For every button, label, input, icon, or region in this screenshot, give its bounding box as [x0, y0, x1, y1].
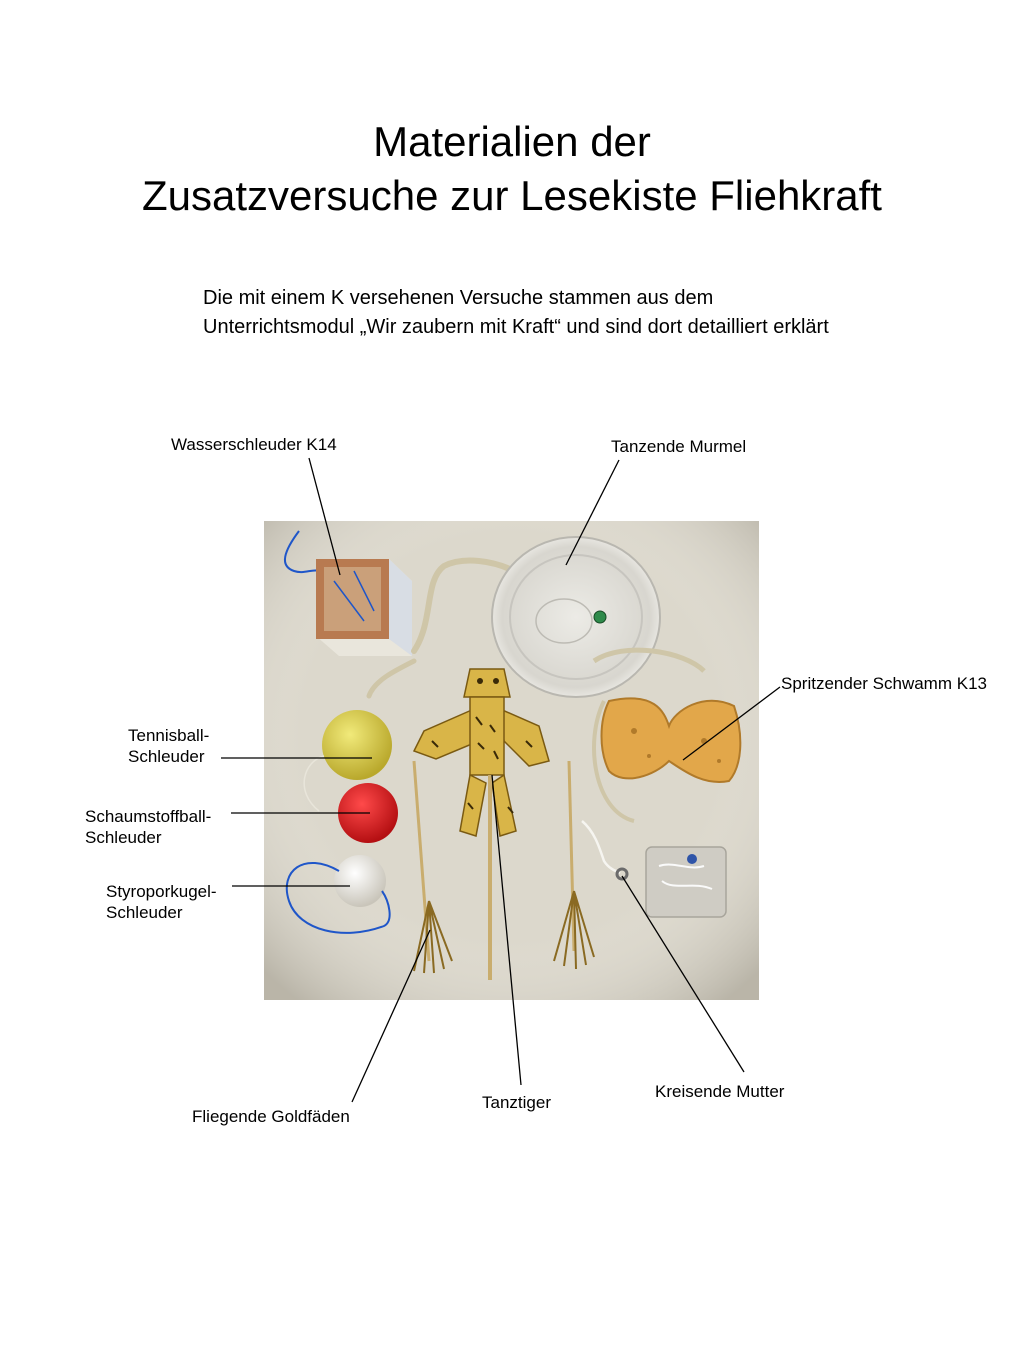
marble-bowl	[492, 537, 660, 697]
label-goldfaeden: Fliegende Goldfäden	[192, 1107, 350, 1126]
label-styroporkugel	[106, 881, 217, 923]
label-spritzender-schwamm: Spritzender Schwamm K13	[781, 674, 987, 693]
label-styroporkugel-line-2: Schleuder	[106, 903, 183, 922]
subtitle-line-1: Die mit einem K versehenen Versuche stammen aus dem	[203, 287, 714, 309]
label-schaumstoffball	[85, 806, 211, 848]
label-tanztiger: Tanztiger	[482, 1093, 551, 1112]
foam-ball	[338, 783, 398, 843]
styrofoam-ball	[334, 855, 386, 907]
label-schaumstoffball-line-1: Schaumstoffball-	[85, 807, 212, 826]
title-line-1: Materialien der	[373, 118, 651, 165]
page-title	[0, 115, 1024, 223]
label-kreisende-mutter: Kreisende Mutter	[655, 1082, 785, 1101]
water-sling-carton	[316, 559, 412, 656]
label-wasserschleuder: Wasserschleuder K14	[171, 435, 337, 454]
label-tennisball-line-2: Schleuder	[128, 747, 205, 766]
label-schaumstoffball-line-2: Schleuder	[85, 828, 162, 847]
materials-photo	[264, 521, 759, 1000]
label-tennisball	[128, 725, 209, 767]
page-subtitle	[203, 284, 963, 342]
label-styroporkugel-line-1: Styroporkugel-	[106, 882, 217, 901]
title-line-2: Zusatzversuche zur Lesekiste Fliehkraft	[142, 172, 882, 219]
marble	[594, 611, 606, 623]
label-tennisball-line-1: Tennisball-	[128, 726, 210, 745]
tennis-ball	[322, 710, 392, 780]
label-tanzende-murmel: Tanzende Murmel	[611, 437, 747, 456]
small-box	[646, 847, 726, 917]
subtitle-line-2: Unterrichtsmodul „Wir zaubern mit Kraft“ und sind dort detailliert erklärt	[203, 316, 829, 338]
